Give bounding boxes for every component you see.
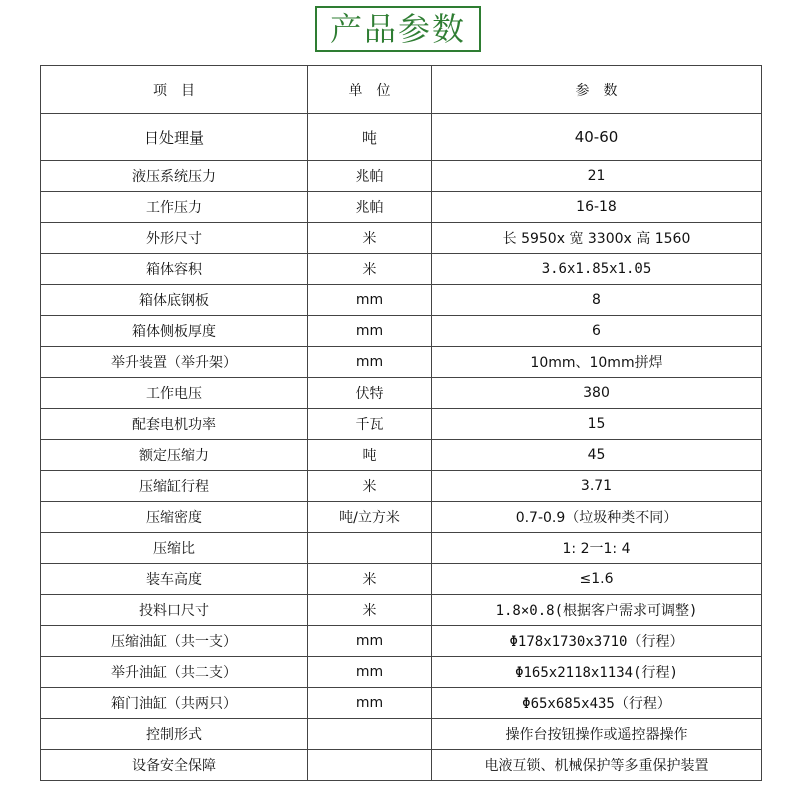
cell-param: 45 — [432, 440, 762, 471]
cell-param: 6 — [432, 316, 762, 347]
table-row — [41, 114, 762, 161]
table-row — [41, 750, 762, 781]
cell-param: 长 5950x 宽 3300x 高 1560 — [432, 223, 762, 254]
cell-param: 3.6x1.85x1.05 — [432, 254, 762, 285]
cell-unit: mm — [308, 657, 432, 688]
cell-unit — [308, 719, 432, 750]
table-row — [41, 409, 762, 440]
cell-unit: 米 — [308, 471, 432, 502]
cell-item: 举升装置（举升架） — [41, 347, 308, 378]
cell-unit: 千瓦 — [308, 409, 432, 440]
table-header-row — [41, 66, 762, 114]
table-row — [41, 533, 762, 564]
cell-unit: 吨 — [308, 440, 432, 471]
cell-item: 配套电机功率 — [41, 409, 308, 440]
cell-param: 1: 2一1: 4 — [432, 533, 762, 564]
cell-param: 16-18 — [432, 192, 762, 223]
cell-unit: mm — [308, 688, 432, 719]
cell-unit: 兆帕 — [308, 161, 432, 192]
cell-param: 1.8×0.8(根据客户需求可调整) — [432, 595, 762, 626]
cell-item: 压缩缸行程 — [41, 471, 308, 502]
spec-table — [40, 65, 762, 781]
cell-item: 工作压力 — [41, 192, 308, 223]
cell-item: 外形尺寸 — [41, 223, 308, 254]
header-item: 项 目 — [41, 66, 308, 114]
table-row — [41, 471, 762, 502]
cell-unit: mm — [308, 285, 432, 316]
cell-param: 15 — [432, 409, 762, 440]
cell-param: Φ65x685x435（行程） — [432, 688, 762, 719]
table-row — [41, 161, 762, 192]
cell-item: 箱门油缸（共两只） — [41, 688, 308, 719]
table-row — [41, 285, 762, 316]
cell-param: 0.7-0.9（垃圾种类不同） — [432, 502, 762, 533]
cell-param: 40-60 — [432, 114, 762, 161]
cell-unit: mm — [308, 316, 432, 347]
cell-item: 举升油缸（共二支） — [41, 657, 308, 688]
cell-unit: 吨/立方米 — [308, 502, 432, 533]
cell-param: 3.71 — [432, 471, 762, 502]
table-row — [41, 719, 762, 750]
cell-unit: mm — [308, 347, 432, 378]
cell-item: 投料口尺寸 — [41, 595, 308, 626]
table-row — [41, 595, 762, 626]
cell-param: 21 — [432, 161, 762, 192]
cell-unit: 米 — [308, 254, 432, 285]
page-title: 产品参数 — [329, 10, 466, 48]
table-row — [41, 626, 762, 657]
table-row — [41, 502, 762, 533]
cell-item: 装车高度 — [41, 564, 308, 595]
cell-unit: 米 — [308, 595, 432, 626]
table-row — [41, 192, 762, 223]
cell-item: 额定压缩力 — [41, 440, 308, 471]
cell-item: 压缩密度 — [41, 502, 308, 533]
table-row — [41, 657, 762, 688]
cell-param: ≤1.6 — [432, 564, 762, 595]
header-unit: 单 位 — [308, 66, 432, 114]
cell-param: 操作台按钮操作或遥控器操作 — [432, 719, 762, 750]
table-row — [41, 347, 762, 378]
table-row — [41, 440, 762, 471]
table-row — [41, 223, 762, 254]
cell-param: 10mm、10mm拼焊 — [432, 347, 762, 378]
cell-param: Φ165x2118x1134(行程) — [432, 657, 762, 688]
cell-item: 液压系统压力 — [41, 161, 308, 192]
cell-item: 日处理量 — [41, 114, 308, 161]
cell-param: Φ178x1730x3710（行程） — [432, 626, 762, 657]
cell-unit: 米 — [308, 564, 432, 595]
cell-item: 工作电压 — [41, 378, 308, 409]
cell-unit: mm — [308, 626, 432, 657]
cell-item: 压缩油缸（共一支） — [41, 626, 308, 657]
cell-unit: 吨 — [308, 114, 432, 161]
cell-unit — [308, 750, 432, 781]
table-row — [41, 688, 762, 719]
cell-item: 压缩比 — [41, 533, 308, 564]
table-row — [41, 378, 762, 409]
cell-unit: 伏特 — [308, 378, 432, 409]
cell-unit: 兆帕 — [308, 192, 432, 223]
cell-param: 电液互锁、机械保护等多重保护装置 — [432, 750, 762, 781]
cell-param: 8 — [432, 285, 762, 316]
cell-item: 箱体侧板厚度 — [41, 316, 308, 347]
header-param: 参 数 — [432, 66, 762, 114]
cell-item: 箱体底钢板 — [41, 285, 308, 316]
cell-unit — [308, 533, 432, 564]
page-title-box — [315, 6, 481, 52]
table-row — [41, 564, 762, 595]
cell-unit: 米 — [308, 223, 432, 254]
cell-item: 设备安全保障 — [41, 750, 308, 781]
cell-item: 箱体容积 — [41, 254, 308, 285]
table-row — [41, 316, 762, 347]
cell-param: 380 — [432, 378, 762, 409]
table-row — [41, 254, 762, 285]
cell-item: 控制形式 — [41, 719, 308, 750]
